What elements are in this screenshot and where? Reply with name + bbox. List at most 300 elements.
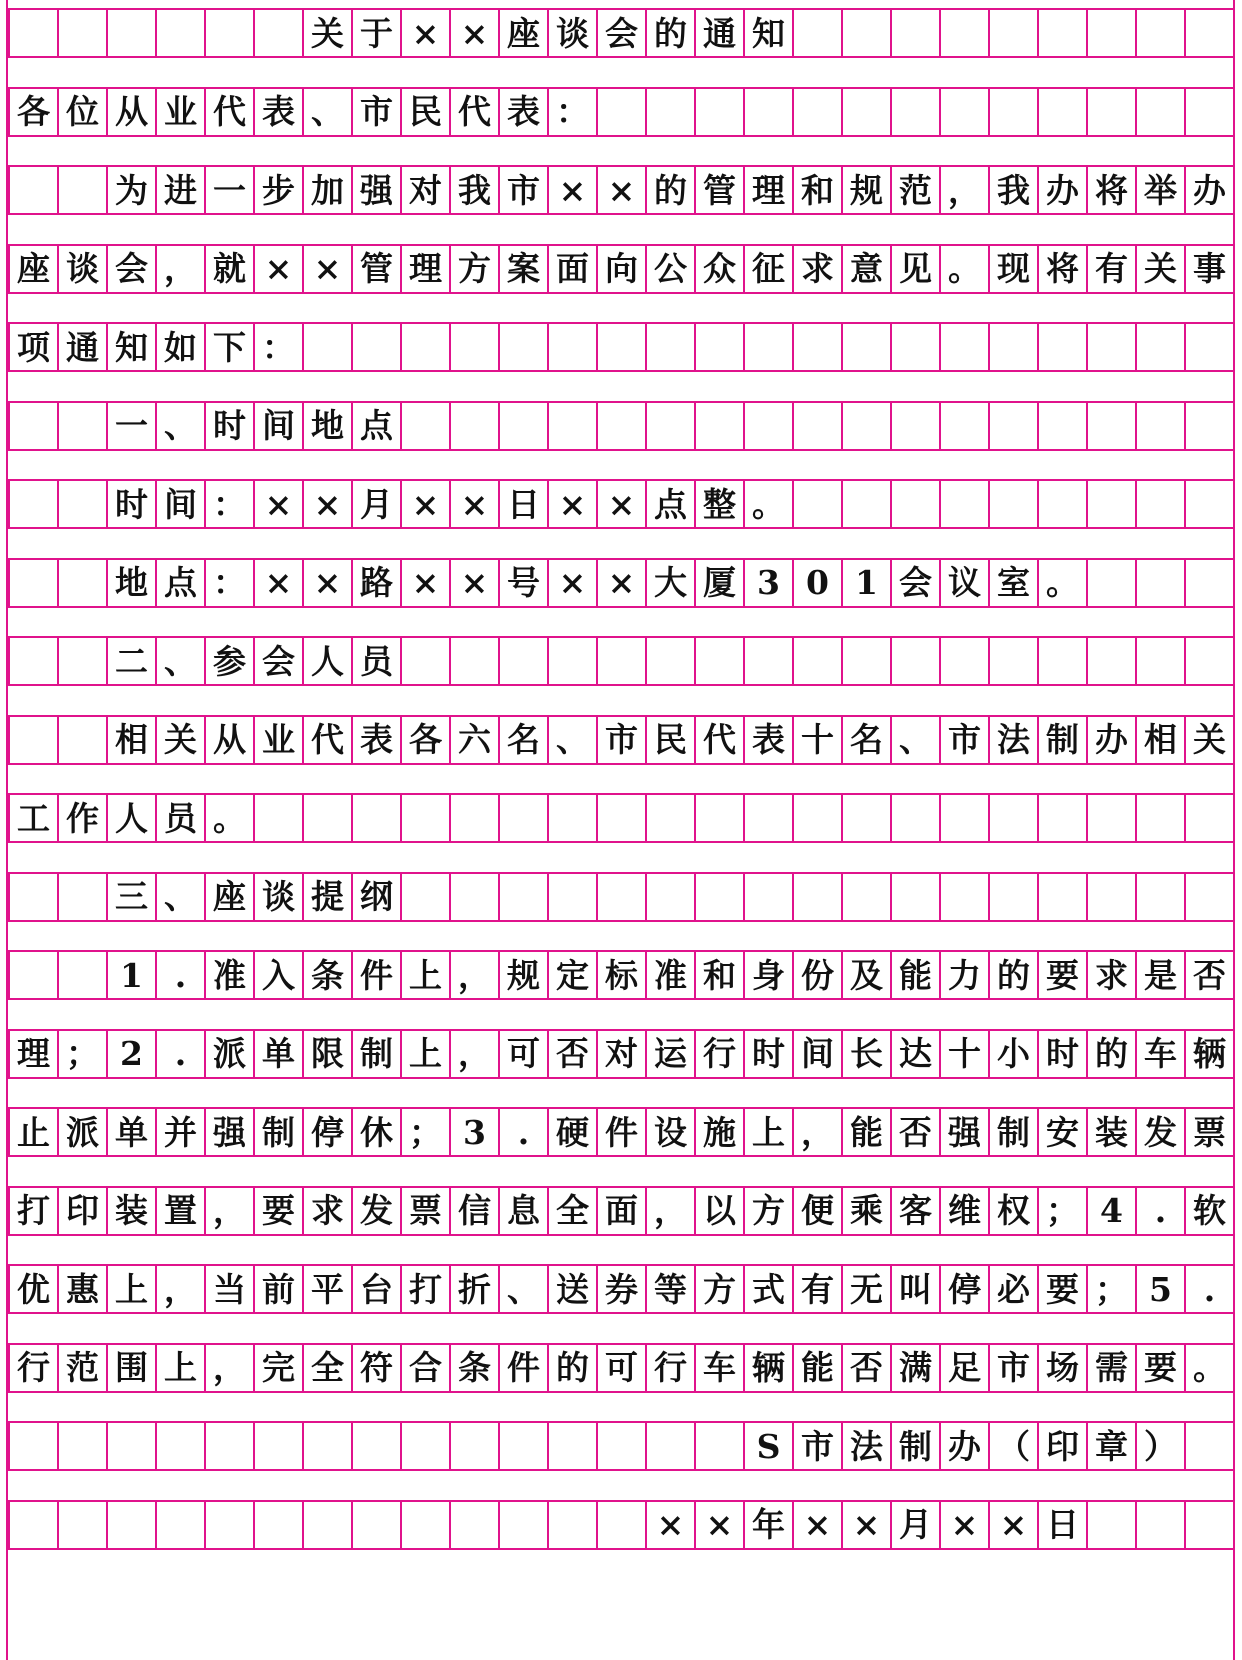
grid-cell: × xyxy=(841,1502,890,1548)
grid-row xyxy=(8,87,1234,137)
grid-cell: . xyxy=(1135,1188,1184,1234)
grid-cell: 谈 xyxy=(253,874,302,920)
grid-cell xyxy=(106,1423,155,1469)
grid-row-end xyxy=(1233,324,1235,370)
grid-cell: 强 xyxy=(939,1109,988,1155)
grid-cell: 各 xyxy=(400,717,449,763)
grid-cell: 。 xyxy=(1184,1345,1233,1391)
grid-cell: 时 xyxy=(106,481,155,527)
grid-cell: × xyxy=(253,560,302,606)
grid-cell: 否 xyxy=(890,1109,939,1155)
grid-cell: 叫 xyxy=(890,1266,939,1312)
grid-cell: 管 xyxy=(351,246,400,292)
grid-cell: × xyxy=(449,481,498,527)
grid-cell: ， xyxy=(155,246,204,292)
grid-cell: 知 xyxy=(106,324,155,370)
grid-cell: 要 xyxy=(1135,1345,1184,1391)
grid-cell xyxy=(1135,10,1184,56)
grid-row xyxy=(8,1421,1234,1471)
grid-cell: 车 xyxy=(1135,1031,1184,1077)
grid-cell xyxy=(841,10,890,56)
grid-cell: 号 xyxy=(498,560,547,606)
grid-cell xyxy=(1086,795,1135,841)
grid-cell: 章 xyxy=(1086,1423,1135,1469)
grid-cell xyxy=(841,874,890,920)
grid-cell: 否 xyxy=(547,1031,596,1077)
grid-cell: 地 xyxy=(302,403,351,449)
grid-cell xyxy=(204,1423,253,1469)
grid-cell: 条 xyxy=(449,1345,498,1391)
grid-cell xyxy=(351,1502,400,1548)
grid-cell: 意 xyxy=(841,246,890,292)
grid-cell: 十 xyxy=(939,1031,988,1077)
grid-cell: ， xyxy=(204,1188,253,1234)
grid-cell: 无 xyxy=(841,1266,890,1312)
grid-cell: 置 xyxy=(155,1188,204,1234)
grid-cell: 向 xyxy=(596,246,645,292)
grid-cell: 全 xyxy=(302,1345,351,1391)
grid-cell: 制 xyxy=(1037,717,1086,763)
grid-cell xyxy=(841,89,890,135)
grid-cell: 前 xyxy=(253,1266,302,1312)
grid-cell xyxy=(57,1423,106,1469)
grid-cell: 日 xyxy=(1037,1502,1086,1548)
grid-cell xyxy=(8,560,57,606)
grid-cell: × xyxy=(449,10,498,56)
grid-cell: 求 xyxy=(1086,952,1135,998)
grid-cell: 通 xyxy=(57,324,106,370)
grid-cell xyxy=(1086,10,1135,56)
grid-cell: 进 xyxy=(155,167,204,213)
grid-cell xyxy=(596,1423,645,1469)
grid-cell: 从 xyxy=(204,717,253,763)
grid-cell xyxy=(449,324,498,370)
grid-cell xyxy=(400,795,449,841)
grid-cell: 路 xyxy=(351,560,400,606)
grid-cell: 大 xyxy=(645,560,694,606)
grid-cell xyxy=(890,481,939,527)
grid-cell xyxy=(1037,89,1086,135)
grid-cell: 从 xyxy=(106,89,155,135)
grid-cell: 、 xyxy=(155,403,204,449)
grid-cell xyxy=(400,324,449,370)
grid-cell xyxy=(694,874,743,920)
grid-cell: 上 xyxy=(743,1109,792,1155)
grid-cell: 业 xyxy=(155,89,204,135)
grid-cell xyxy=(8,1423,57,1469)
grid-row xyxy=(8,1264,1234,1314)
grid-cell: × xyxy=(253,246,302,292)
grid-cell xyxy=(547,795,596,841)
grid-cell xyxy=(1135,560,1184,606)
grid-cell: ： xyxy=(204,481,253,527)
grid-cell xyxy=(449,874,498,920)
grid-cell: 乘 xyxy=(841,1188,890,1234)
grid-row xyxy=(8,8,1234,58)
grid-cell: 上 xyxy=(400,1031,449,1077)
grid-cell: 、 xyxy=(155,638,204,684)
grid-row xyxy=(8,636,1234,686)
grid-cell xyxy=(449,1423,498,1469)
grid-cell: 表 xyxy=(253,89,302,135)
grid-cell: 止 xyxy=(8,1109,57,1155)
grid-cell: 打 xyxy=(8,1188,57,1234)
grid-cell: 场 xyxy=(1037,1345,1086,1391)
grid-cell: 要 xyxy=(1037,1266,1086,1312)
grid-cell: 上 xyxy=(400,952,449,998)
grid-cell: 身 xyxy=(743,952,792,998)
grid-cell xyxy=(57,10,106,56)
grid-cell xyxy=(645,638,694,684)
grid-cell xyxy=(1037,10,1086,56)
grid-row xyxy=(8,244,1234,294)
grid-cell xyxy=(547,1502,596,1548)
grid-cell xyxy=(106,1502,155,1548)
grid-cell: × xyxy=(694,1502,743,1548)
grid-cell xyxy=(57,717,106,763)
grid-cell: 的 xyxy=(645,167,694,213)
grid-cell: 办 xyxy=(939,1423,988,1469)
grid-cell: 方 xyxy=(694,1266,743,1312)
grid-cell: 座 xyxy=(498,10,547,56)
grid-cell: 及 xyxy=(841,952,890,998)
grid-cell xyxy=(988,89,1037,135)
grid-cell: 表 xyxy=(743,717,792,763)
grid-row-end xyxy=(1233,1031,1235,1077)
grid-cell xyxy=(1037,403,1086,449)
grid-cell: × xyxy=(302,246,351,292)
grid-cell: × xyxy=(449,560,498,606)
grid-cell xyxy=(890,89,939,135)
grid-cell: 间 xyxy=(155,481,204,527)
grid-cell: 谈 xyxy=(547,10,596,56)
grid-cell xyxy=(939,89,988,135)
grid-row-end xyxy=(1233,1266,1235,1312)
grid-cell: 制 xyxy=(253,1109,302,1155)
grid-cell xyxy=(1184,481,1233,527)
grid-row xyxy=(8,872,1234,922)
grid-cell xyxy=(1184,874,1233,920)
grid-cell xyxy=(1037,795,1086,841)
grid-cell: 、 xyxy=(498,1266,547,1312)
grid-cell: 要 xyxy=(1037,952,1086,998)
grid-cell: × xyxy=(596,560,645,606)
grid-cell: 月 xyxy=(351,481,400,527)
grid-cell xyxy=(57,638,106,684)
grid-cell xyxy=(1086,638,1135,684)
grid-cell: 地 xyxy=(106,560,155,606)
grid-cell: × xyxy=(400,10,449,56)
grid-cell: 单 xyxy=(106,1109,155,1155)
grid-cell: 平 xyxy=(302,1266,351,1312)
grid-cell: 点 xyxy=(645,481,694,527)
grid-cell: 件 xyxy=(596,1109,645,1155)
grid-cell: 相 xyxy=(106,717,155,763)
grid-cell: 三 xyxy=(106,874,155,920)
grid-cell: . xyxy=(155,952,204,998)
grid-cell xyxy=(547,403,596,449)
grid-cell xyxy=(890,324,939,370)
grid-cell: 和 xyxy=(792,167,841,213)
grid-cell: 1 xyxy=(106,952,155,998)
grid-cell: 行 xyxy=(645,1345,694,1391)
grid-cell: 否 xyxy=(841,1345,890,1391)
grid-cell: 的 xyxy=(988,952,1037,998)
grid-cell: 装 xyxy=(106,1188,155,1234)
grid-cell xyxy=(1037,481,1086,527)
grid-cell: 发 xyxy=(351,1188,400,1234)
grid-cell: 一 xyxy=(106,403,155,449)
grid-cell: S xyxy=(743,1423,792,1469)
grid-cell: 准 xyxy=(645,952,694,998)
grid-cell: 事 xyxy=(1184,246,1233,292)
grid-cell: 理 xyxy=(743,167,792,213)
grid-cell: 硬 xyxy=(547,1109,596,1155)
grid-cell xyxy=(694,638,743,684)
grid-cell: × xyxy=(988,1502,1037,1548)
grid-cell xyxy=(1184,1502,1233,1548)
grid-cell: 室 xyxy=(988,560,1037,606)
grid-cell xyxy=(1037,874,1086,920)
grid-cell: 制 xyxy=(988,1109,1037,1155)
grid-cell xyxy=(596,874,645,920)
grid-cell xyxy=(792,795,841,841)
grid-cell xyxy=(204,10,253,56)
grid-cell: 台 xyxy=(351,1266,400,1312)
grid-cell: 并 xyxy=(155,1109,204,1155)
grid-cell xyxy=(645,1423,694,1469)
grid-cell: 当 xyxy=(204,1266,253,1312)
grid-cell: ： xyxy=(547,89,596,135)
grid-cell: 时 xyxy=(743,1031,792,1077)
grid-cell: 作 xyxy=(57,795,106,841)
grid-cell: 业 xyxy=(253,717,302,763)
grid-cell xyxy=(988,638,1037,684)
grid-cell: ； xyxy=(1037,1188,1086,1234)
grid-cell: 件 xyxy=(498,1345,547,1391)
grid-cell: 符 xyxy=(351,1345,400,1391)
grid-cell xyxy=(1184,324,1233,370)
grid-cell xyxy=(743,638,792,684)
grid-cell: 信 xyxy=(449,1188,498,1234)
grid-cell: 点 xyxy=(351,403,400,449)
grid-row xyxy=(8,1107,1234,1157)
grid-cell: 如 xyxy=(155,324,204,370)
grid-cell xyxy=(939,403,988,449)
grid-row-end xyxy=(1233,560,1235,606)
grid-cell xyxy=(498,874,547,920)
grid-cell xyxy=(792,874,841,920)
grid-cell xyxy=(694,403,743,449)
grid-row-end xyxy=(1233,1502,1235,1548)
grid-cell: 关 xyxy=(1184,717,1233,763)
grid-cell xyxy=(743,324,792,370)
grid-cell xyxy=(988,324,1037,370)
grid-cell: ， xyxy=(645,1188,694,1234)
grid-cell: 。 xyxy=(743,481,792,527)
grid-cell xyxy=(1086,324,1135,370)
grid-cell xyxy=(1184,795,1233,841)
grid-cell: 将 xyxy=(1037,246,1086,292)
grid-cell xyxy=(1135,324,1184,370)
grid-cell: 、 xyxy=(155,874,204,920)
grid-row xyxy=(8,558,1234,608)
grid-cell xyxy=(400,874,449,920)
grid-cell: 制 xyxy=(890,1423,939,1469)
grid-cell: 表 xyxy=(498,89,547,135)
grid-cell xyxy=(400,403,449,449)
grid-cell: 有 xyxy=(792,1266,841,1312)
grid-cell: 求 xyxy=(302,1188,351,1234)
grid-cell: 运 xyxy=(645,1031,694,1077)
grid-cell: 关 xyxy=(1135,246,1184,292)
grid-cell: 力 xyxy=(939,952,988,998)
grid-cell: 民 xyxy=(400,89,449,135)
grid-cell: 能 xyxy=(890,952,939,998)
grid-row xyxy=(8,165,1234,215)
grid-cell: 日 xyxy=(498,481,547,527)
grid-cell: 间 xyxy=(253,403,302,449)
grid-cell xyxy=(988,481,1037,527)
grid-cell xyxy=(1184,10,1233,56)
grid-cell xyxy=(1086,89,1135,135)
grid-cell xyxy=(302,1502,351,1548)
grid-cell xyxy=(498,1423,547,1469)
grid-row xyxy=(8,950,1234,1000)
grid-row-end xyxy=(1233,481,1235,527)
grid-cell xyxy=(57,952,106,998)
grid-cell: ， xyxy=(939,167,988,213)
grid-cell: 以 xyxy=(694,1188,743,1234)
grid-cell xyxy=(302,324,351,370)
grid-cell xyxy=(792,481,841,527)
grid-cell: . xyxy=(155,1031,204,1077)
grid-cell: 我 xyxy=(988,167,1037,213)
grid-cell xyxy=(351,324,400,370)
grid-cell: （ xyxy=(988,1423,1037,1469)
grid-cell xyxy=(57,1502,106,1548)
grid-cell xyxy=(400,1423,449,1469)
grid-cell: 规 xyxy=(498,952,547,998)
grid-cell: 办 xyxy=(1086,717,1135,763)
grid-cell: 印 xyxy=(57,1188,106,1234)
grid-cell xyxy=(1037,638,1086,684)
grid-row-end xyxy=(1233,795,1235,841)
grid-cell: 表 xyxy=(351,717,400,763)
grid-cell: 代 xyxy=(449,89,498,135)
grid-cell: . xyxy=(498,1109,547,1155)
grid-cell: ， xyxy=(792,1109,841,1155)
grid-cell xyxy=(253,1423,302,1469)
grid-cell: 行 xyxy=(694,1031,743,1077)
grid-cell: 案 xyxy=(498,246,547,292)
grid-cell: ： xyxy=(253,324,302,370)
grid-cell: 软 xyxy=(1184,1188,1233,1234)
grid-cell: 份 xyxy=(792,952,841,998)
grid-cell xyxy=(8,481,57,527)
grid-cell: 面 xyxy=(547,246,596,292)
grid-row-end xyxy=(1233,874,1235,920)
grid-cell: 时 xyxy=(204,403,253,449)
grid-cell xyxy=(8,167,57,213)
grid-cell: 入 xyxy=(253,952,302,998)
grid-cell: 相 xyxy=(1135,717,1184,763)
grid-cell: 上 xyxy=(155,1345,204,1391)
grid-cell: 车 xyxy=(694,1345,743,1391)
grid-cell: 会 xyxy=(596,10,645,56)
grid-row xyxy=(8,1029,1234,1079)
grid-cell xyxy=(1135,481,1184,527)
grid-cell: × xyxy=(939,1502,988,1548)
grid-cell: 上 xyxy=(106,1266,155,1312)
grid-cell xyxy=(57,403,106,449)
grid-cell xyxy=(1184,560,1233,606)
grid-cell: 0 xyxy=(792,560,841,606)
grid-row-end xyxy=(1233,952,1235,998)
grid-cell: 位 xyxy=(57,89,106,135)
grid-row-end xyxy=(1233,89,1235,135)
grid-cell: × xyxy=(547,481,596,527)
grid-cell: 十 xyxy=(792,717,841,763)
grid-cell xyxy=(547,1423,596,1469)
grid-cell: 规 xyxy=(841,167,890,213)
grid-cell: × xyxy=(792,1502,841,1548)
grid-cell: 我 xyxy=(449,167,498,213)
grid-cell: 印 xyxy=(1037,1423,1086,1469)
grid-cell xyxy=(155,1423,204,1469)
grid-cell: 限 xyxy=(302,1031,351,1077)
grid-cell: × xyxy=(547,560,596,606)
grid-cell: 要 xyxy=(253,1188,302,1234)
grid-cell: 装 xyxy=(1086,1109,1135,1155)
grid-cell xyxy=(988,795,1037,841)
grid-cell: 发 xyxy=(1135,1109,1184,1155)
grid-cell: 优 xyxy=(8,1266,57,1312)
grid-cell xyxy=(57,874,106,920)
grid-cell xyxy=(1135,403,1184,449)
grid-cell xyxy=(8,952,57,998)
grid-cell: 全 xyxy=(547,1188,596,1234)
grid-row xyxy=(8,793,1234,843)
grid-cell: 送 xyxy=(547,1266,596,1312)
grid-cell xyxy=(596,795,645,841)
grid-cell: × xyxy=(400,481,449,527)
grid-cell: 权 xyxy=(988,1188,1037,1234)
grid-cell: 范 xyxy=(890,167,939,213)
grid-cell: 票 xyxy=(400,1188,449,1234)
grid-row xyxy=(8,715,1234,765)
grid-cell: 行 xyxy=(8,1345,57,1391)
grid-cell: 员 xyxy=(155,795,204,841)
grid-row-end xyxy=(1233,1188,1235,1234)
grid-cell xyxy=(498,795,547,841)
grid-cell xyxy=(645,403,694,449)
grid-cell: 的 xyxy=(547,1345,596,1391)
grid-cell: 关 xyxy=(302,10,351,56)
grid-cell: 市 xyxy=(596,717,645,763)
grid-cell: 一 xyxy=(204,167,253,213)
grid-cell: 对 xyxy=(596,1031,645,1077)
grid-cell xyxy=(988,403,1037,449)
grid-cell: 能 xyxy=(841,1109,890,1155)
grid-cell: 满 xyxy=(890,1345,939,1391)
grid-cell: 件 xyxy=(351,952,400,998)
grid-cell: 3 xyxy=(743,560,792,606)
grid-cell: 范 xyxy=(57,1345,106,1391)
grid-cell: × xyxy=(547,167,596,213)
grid-cell xyxy=(792,10,841,56)
grid-cell xyxy=(302,795,351,841)
